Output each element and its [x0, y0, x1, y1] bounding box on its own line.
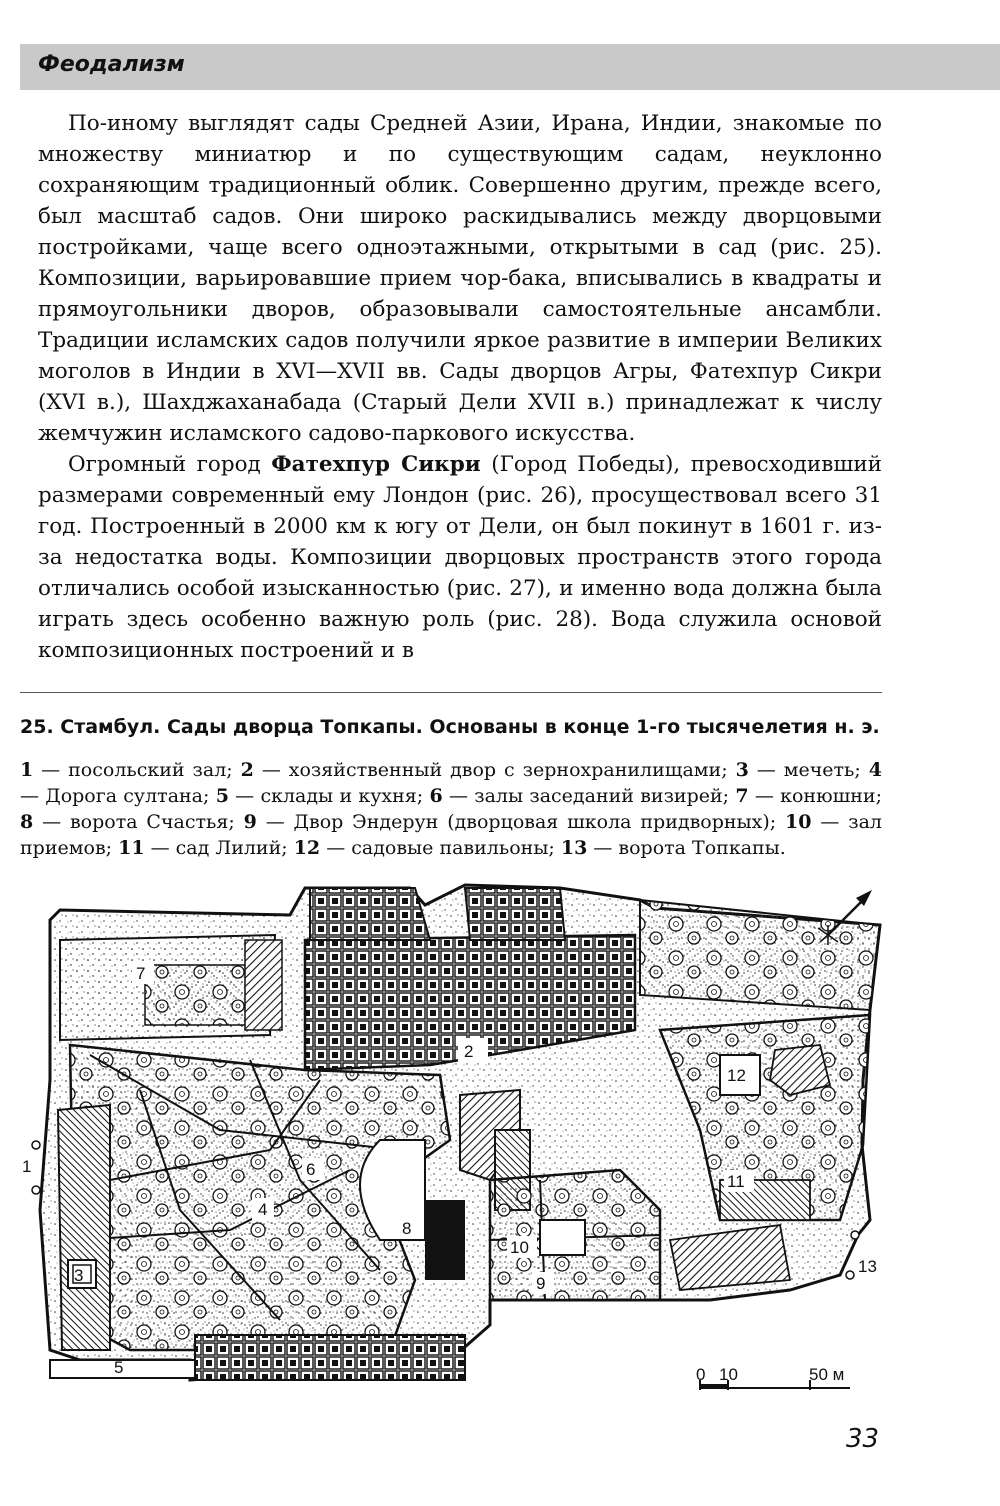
scale-label-50: 50 м	[809, 1365, 845, 1384]
plan-label-11: 11	[727, 1172, 745, 1191]
scale-label-10: 10	[719, 1365, 738, 1384]
legend-entry-6: 6 — залы заседаний визирей;	[429, 785, 736, 807]
legend-entry-8: 8 — ворота Счастья;	[20, 811, 244, 833]
scale-label-0: 0	[696, 1365, 706, 1384]
plan-label-5: 5	[114, 1358, 124, 1377]
figure-legend	[20, 757, 882, 861]
legend-entry-7: 7 — конюшни;	[735, 785, 882, 807]
plan-label-7: 7	[136, 964, 146, 983]
legend-entry-10: 10 — зал приемов;	[20, 811, 882, 859]
plan-label-3: 3	[74, 1266, 84, 1285]
legend-entry-13: 13 — ворота Топкапы.	[560, 837, 786, 859]
body-text	[38, 108, 882, 666]
legend-entry-4: 4 — Дорога султана;	[20, 759, 882, 807]
legend-entry-5: 5 — склады и кухня;	[215, 785, 430, 807]
figure-caption: 25. Стамбул. Сады дворца Топкапы. Основаны в конце 1-го тысячелетия н. э.	[20, 716, 880, 738]
legend-entry-9: 9 — Двор Эндерун (дворцовая школа придворных);	[243, 811, 786, 833]
plan-label-10: 10	[510, 1238, 529, 1257]
topkapi-site-plan	[20, 880, 900, 1410]
plan-label-2: 2	[464, 1042, 474, 1061]
legend-entry-12: 12 — садовые павильоны;	[293, 837, 561, 859]
page-number: 33	[846, 1424, 880, 1454]
running-header: Феодализм	[38, 52, 185, 77]
legend-entry-2: 2 — хозяйственный двор с зернохранилищами;	[240, 759, 736, 781]
plan-label-8: 8	[402, 1219, 412, 1238]
plan-label-13: 13	[858, 1257, 877, 1276]
figure-divider	[20, 692, 882, 693]
plan-label-9: 9	[536, 1274, 546, 1293]
scale-bar	[696, 1365, 850, 1390]
paragraph-2: Огромный город Фатехпур Сикри (Город Победы), превосходивший размерами современный ему Лондон (рис. 26), просуществовал всего 31 год. Построенный в 2000 км к югу от Дели, он был покинут в 1601 г. из-за недостатка воды. Композиции дворцовых пространств этого города отличались особой изысканностью (рис. 27), и именно вода должна была играть здесь особенно важную роль (рис. 28). Вода служила основой композиционных построений и в	[38, 452, 882, 663]
legend-entry-3: 3 — мечеть;	[735, 759, 869, 781]
plan-label-1: 1	[22, 1157, 32, 1176]
fatehpur-sikri-term: Фатехпур Сикри	[271, 452, 481, 477]
plan-label-4: 4	[258, 1200, 268, 1219]
paragraph-1: По-иному выглядят сады Средней Азии, Ирана, Индии, знакомые по множеству миниатюр и по существующим садам, неуклонно сохраняющим традиционный облик. Совершенно другим, прежде всего, был масштаб садов. Они широко раскидывались между дворцовыми постройками, чаще всего одноэтажными, открытыми в сад (рис. 25). Композиции, варьировавшие прием чор-бака, вписывались в квадраты и прямоугольники дворов, образовывали самостоятельные ансамбли. Традиции исламских садов получили яркое развитие в империи Великих моголов в Индии в XVI—XVII вв. Сады дворцов Агры, Фатехпур Сикри (XVI в.), Шахджаханабада (Старый Дели XVII в.) принадлежат к числу жемчужин исламского садово-паркового искусства.	[38, 111, 882, 446]
plan-label-12: 12	[727, 1066, 746, 1085]
plan-label-6: 6	[306, 1160, 316, 1179]
legend-entry-11: 11 — сад Лилий;	[118, 837, 294, 859]
legend-entry-1: 1 — посольский зал;	[20, 759, 241, 781]
